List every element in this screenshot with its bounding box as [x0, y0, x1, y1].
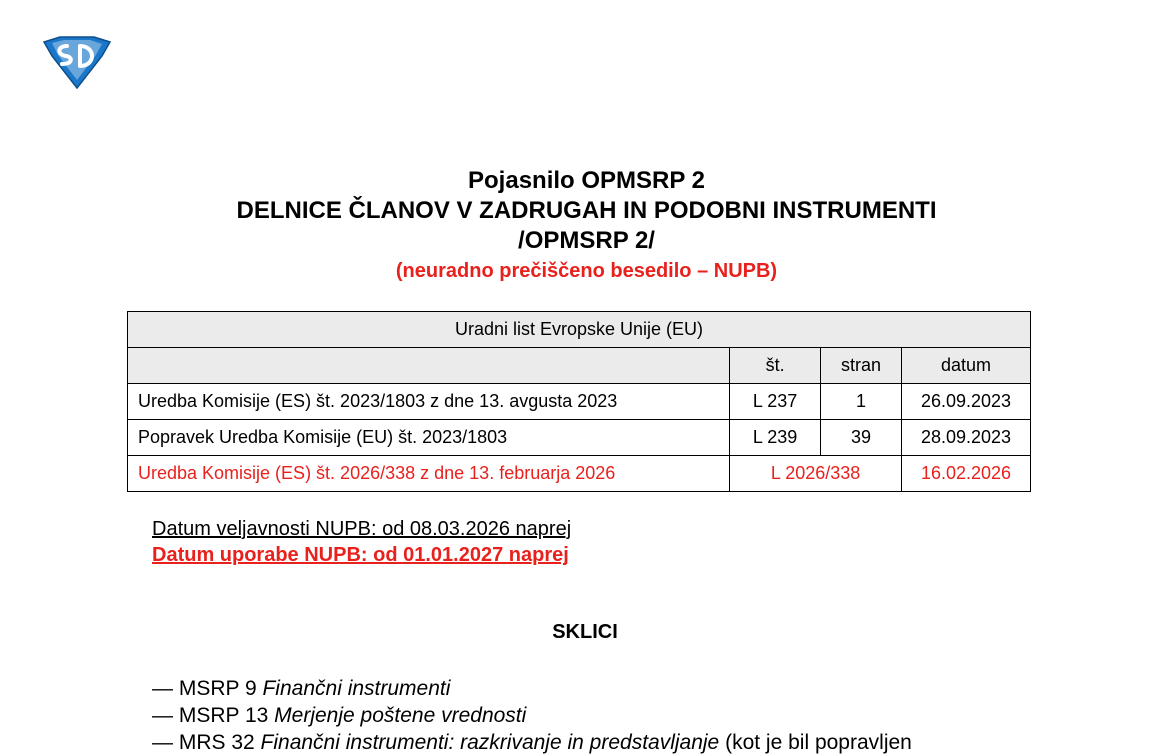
validity-block: [152, 516, 571, 568]
list-item: — MRS 32 Finančni instrumenti: razkrivanje in predstavljanje (kot je bil popravljen: [152, 731, 912, 754]
table-header-row: [128, 348, 1031, 384]
regulation-page: 1: [821, 384, 902, 420]
references-list: [152, 675, 912, 756]
regulation-number: L 2026/338: [730, 456, 902, 492]
title-block: [0, 166, 1157, 286]
column-header-datum: datum: [902, 348, 1031, 384]
regulation-name: Uredba Komisije (ES) št. 2026/338 z dne 13. februarja 2026: [128, 456, 730, 492]
logo-icon: [40, 34, 114, 90]
table-caption: Uradni list Evropske Unije (EU): [128, 312, 1031, 348]
table-row: [128, 420, 1031, 456]
regulation-name: Uredba Komisije (ES) št. 2023/1803 z dne 13. avgusta 2023: [128, 384, 730, 420]
regulation-date: 26.09.2023: [902, 384, 1031, 420]
table-header-blank: [128, 348, 730, 384]
regulation-number: L 239: [730, 420, 821, 456]
regulation-date: 28.09.2023: [902, 420, 1031, 456]
application-date: Datum uporabe NUPB: od 01.01.2027 naprej: [152, 544, 569, 566]
regulation-page: 39: [821, 420, 902, 456]
regulation-table: [127, 311, 1031, 492]
column-header-stran: stran: [821, 348, 902, 384]
doc-title: Pojasnilo OPMSRP 2: [468, 167, 705, 194]
regulation-number: L 237: [730, 384, 821, 420]
list-item: — MSRP 9 Finančni instrumenti: [152, 677, 451, 700]
table-row: [128, 384, 1031, 420]
references-heading: SKLICI: [552, 621, 618, 643]
doc-code: /OPMSRP 2/: [518, 227, 655, 254]
validity-date: Datum veljavnosti NUPB: od 08.03.2026 naprej: [152, 518, 572, 540]
table-caption-row: [128, 312, 1031, 348]
regulation-date: 16.02.2026: [902, 456, 1031, 492]
doc-subject: DELNICE ČLANOV V ZADRUGAH IN PODOBNI INSTRUMENTI: [236, 197, 937, 224]
doc-subtitle: (neuradno prečiščeno besedilo – NUPB): [395, 260, 778, 282]
table-row: [128, 456, 1031, 492]
list-item: — MSRP 13 Merjenje poštene vrednosti: [152, 704, 527, 727]
column-header-st: št.: [730, 348, 821, 384]
regulation-name: Popravek Uredba Komisije (EU) št. 2023/1803: [128, 420, 730, 456]
